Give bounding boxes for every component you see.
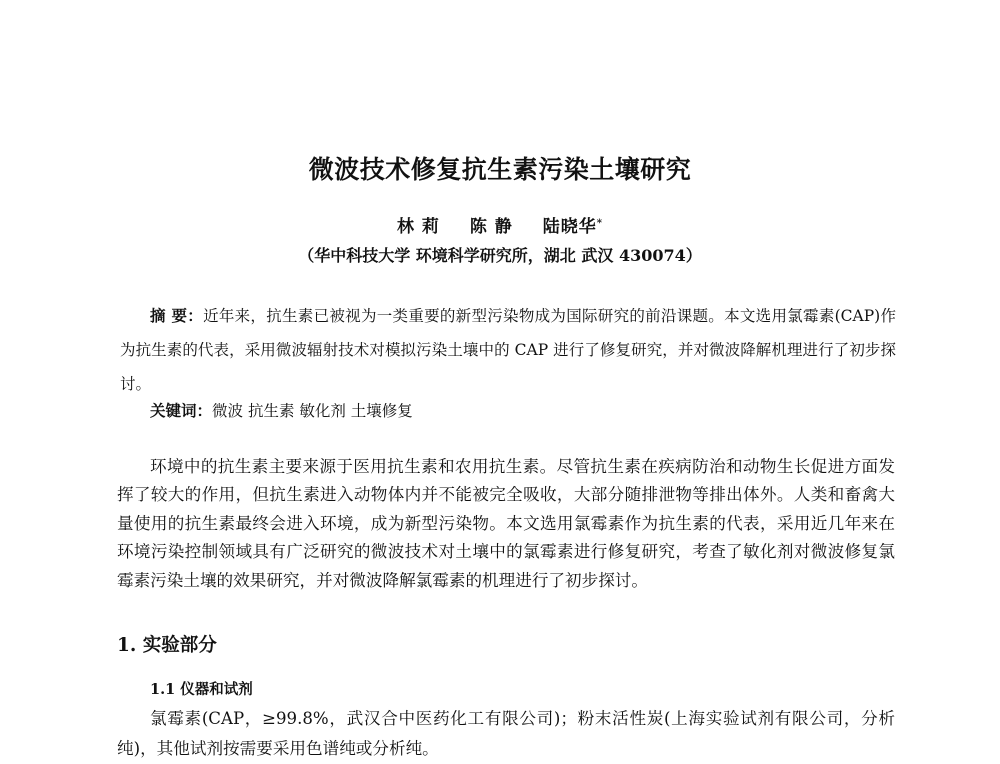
corresponding-author-mark: * [596, 218, 604, 229]
reagents-paragraph: 氯霉素(CAP，≥99.8%，武汉合中医药化工有限公司)；粉末活性炭(上海实验试剂有限公司，分析纯)，其他试剂按需要采用色谱纯或分析纯。 [117, 709, 895, 758]
keywords-text: 微波 抗生素 敏化剂 土壤修复 [212, 402, 413, 420]
abstract-text: 近年来，抗生素已被视为一类重要的新型污染物成为国际研究的前沿课题。本文选用氯霉素(CAP)作为抗生素的代表，采用微波辐射技术对模拟污染土壤中的 CAP 进行了修复研究，并对微波降解机理进行了初步探讨。 [120, 307, 896, 393]
keywords [150, 398, 413, 424]
author-name: 陆晓华 [542, 217, 597, 237]
abstract-label: 摘 要： [150, 306, 204, 325]
paper-title: 微波技术修复抗生素污染土壤研究 [308, 155, 692, 184]
keywords-label: 关键词： [150, 401, 213, 420]
section-heading: 1. 实验部分 [117, 635, 217, 656]
author-list [0, 212, 1000, 237]
abstract [120, 299, 896, 401]
intro-paragraph: 环境中的抗生素主要来源于医用抗生素和农用抗生素。尽管抗生素在疾病防治和动物生长促进方面发挥了较大的作用，但抗生素进入动物体内并不能被完全吸收，大部分随排泄物等排出体外。人类和畜禽大量使用的抗生素最终会进入环境，成为新型污染物。本文选用氯霉素作为抗生素的代表，采用近几年来在环境污染控制领域具有广泛研究的微波技术对土壤中的氯霉素进行修复研究，考查了敏化剂对微波修复氯霉素污染土壤的效果研究，并对微波降解氯霉素的机理进行了初步探讨。 [117, 457, 895, 590]
author-name: 陈 静 [469, 217, 513, 237]
author-name: 林 莉 [396, 217, 440, 237]
subsection-heading: 1.1 仪器和试剂 [150, 681, 253, 698]
author-affiliation: （华中科技大学 环境科学研究所，湖北 武汉 430074） [298, 246, 702, 265]
